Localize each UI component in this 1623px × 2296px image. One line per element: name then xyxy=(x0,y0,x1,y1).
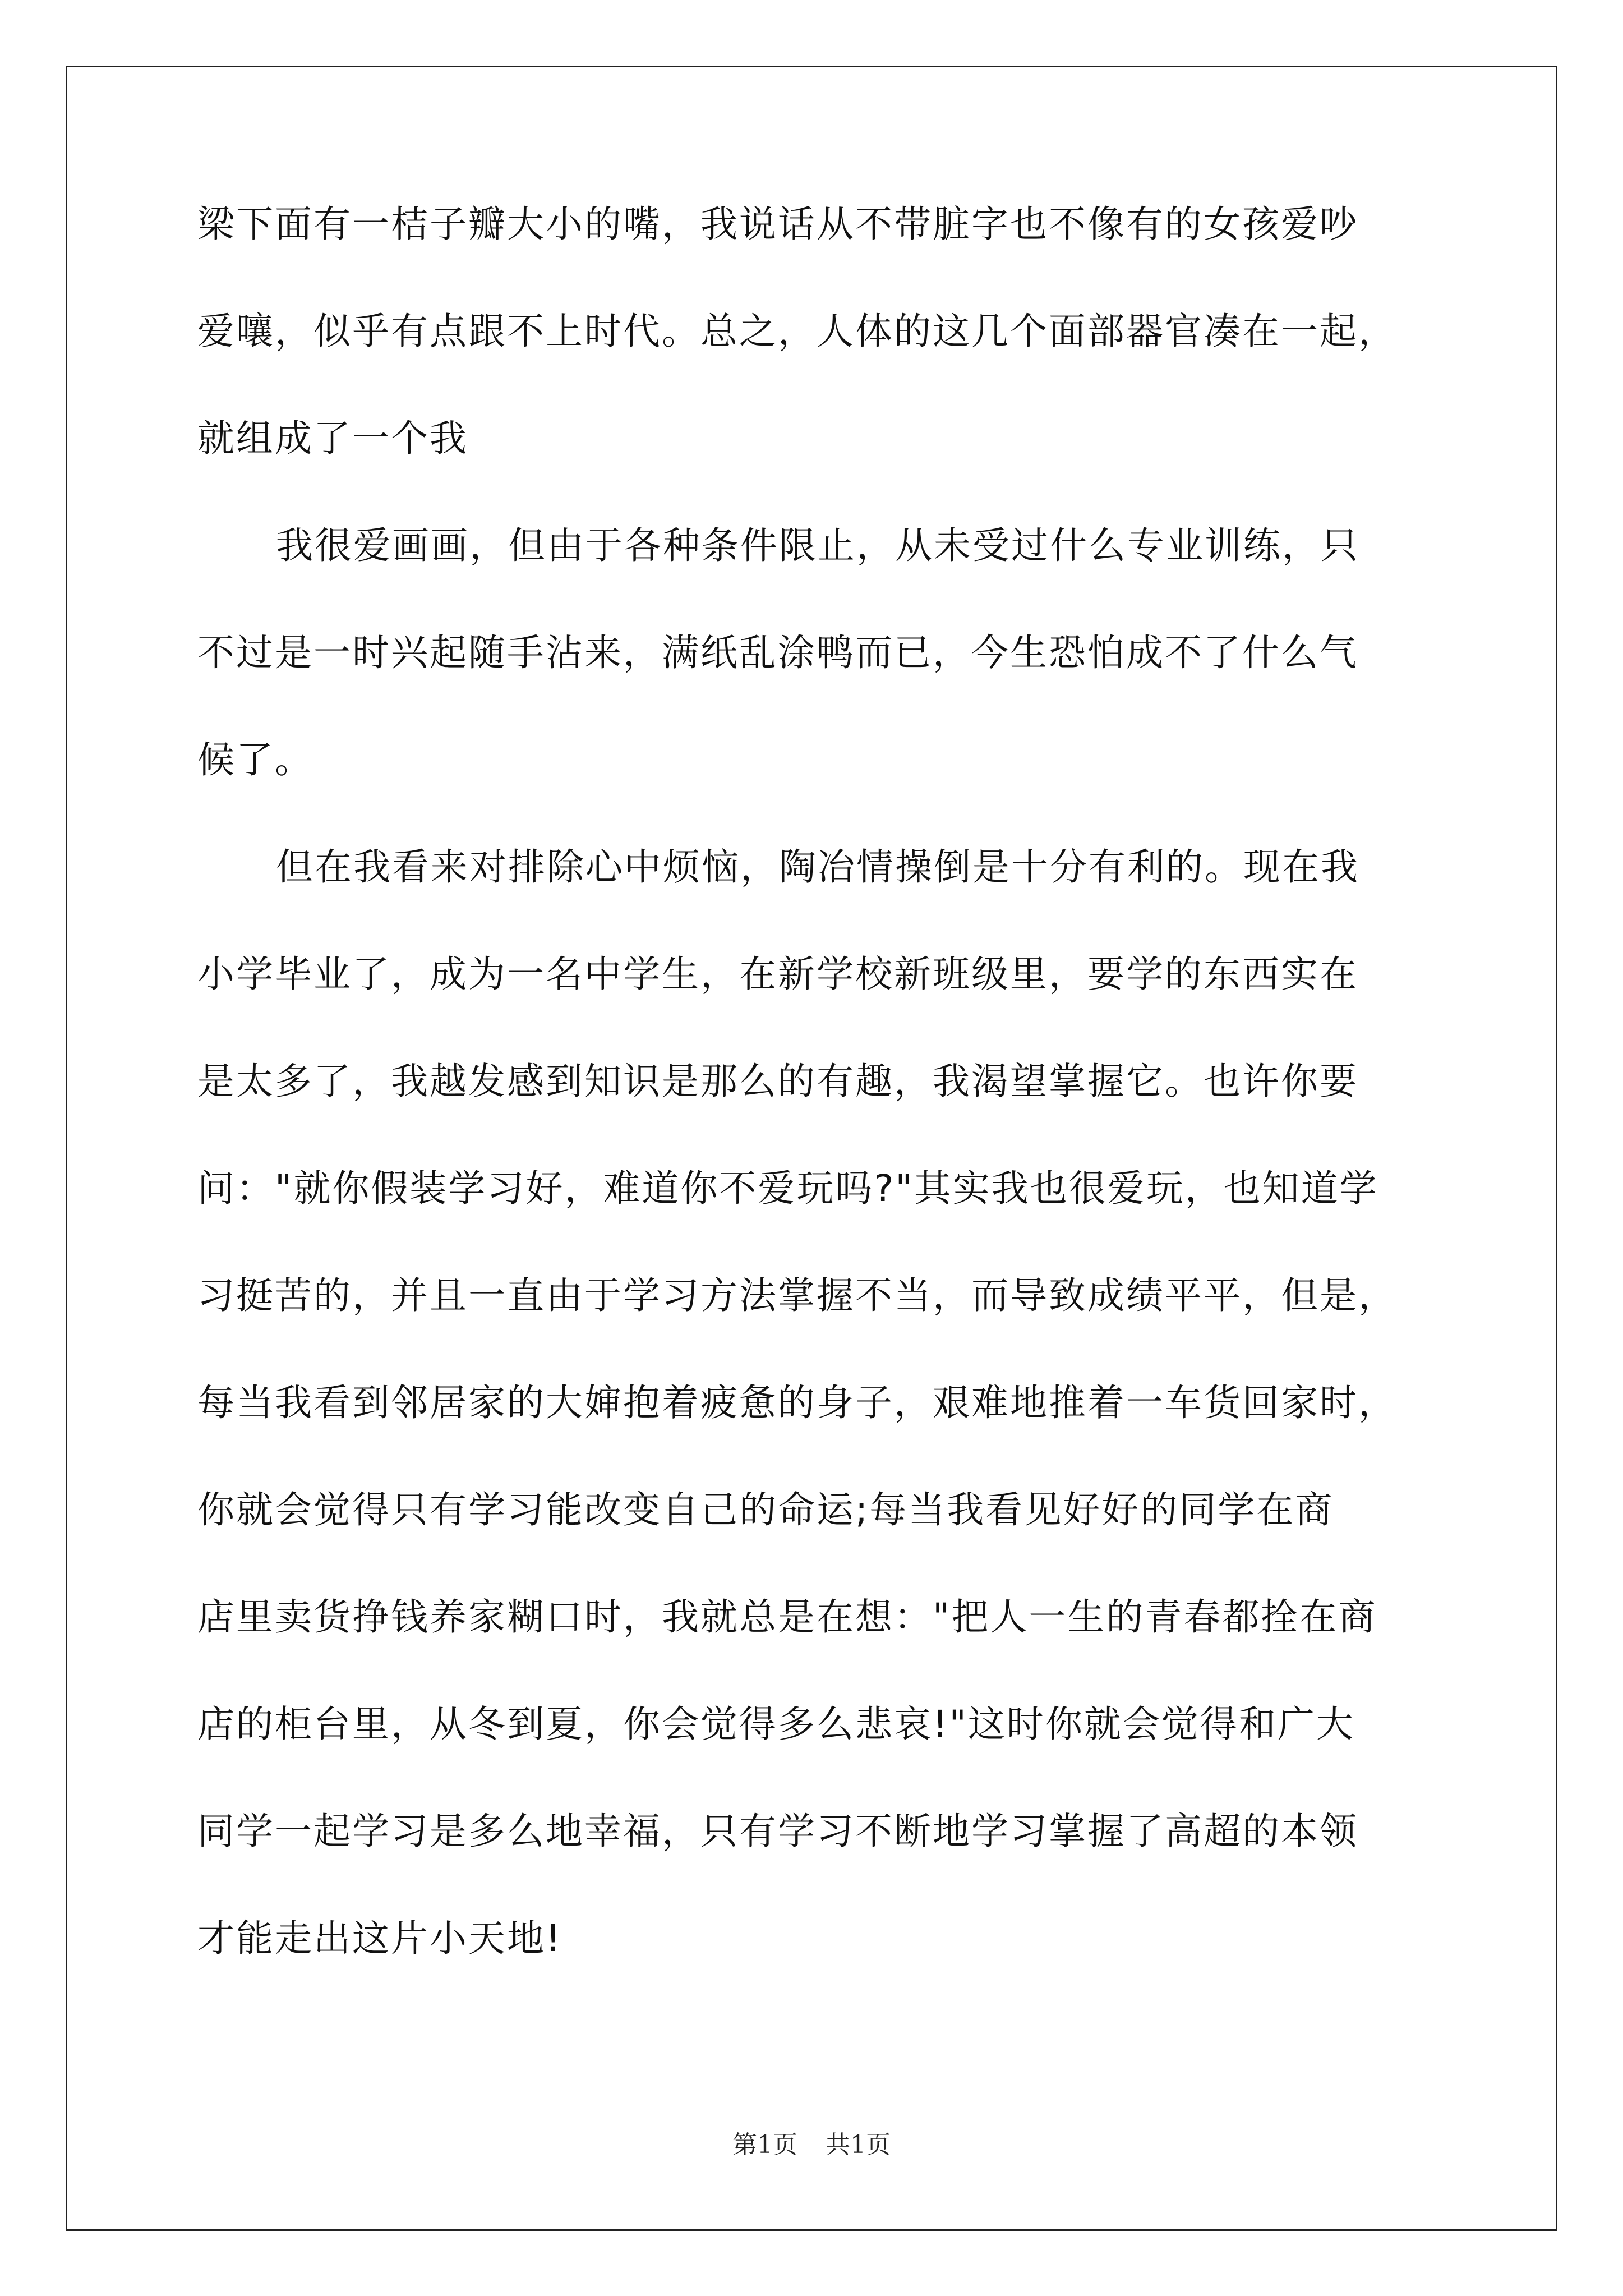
paragraph-line: 每当我看到邻居家的大婶抱着疲惫的身子，艰难地推着一车货回家时， xyxy=(197,1381,1397,1424)
document-body xyxy=(197,197,1458,2019)
paragraph-line: 候了。 xyxy=(197,738,313,781)
paragraph-line: 就组成了一个我 xyxy=(197,417,468,460)
paragraph-line: 但在我看来对排除心中烦恼，陶冶情操倒是十分有利的。现在我 xyxy=(276,845,1359,889)
paragraph-line: 店里卖货挣钱养家糊口时，我就总是在想："把人一生的青春都拴在商 xyxy=(197,1595,1377,1639)
paragraph-line: 才能走出这片小天地! xyxy=(197,1917,562,1960)
paragraph-line: 是太多了，我越发感到知识是那么的有趣，我渴望掌握它。也许你要 xyxy=(197,1060,1358,1103)
paragraph-line: 同学一起学习是多么地幸福，只有学习不断地学习掌握了高超的本领 xyxy=(197,1810,1358,1853)
paragraph-line: 不过是一时兴起随手沾来，满纸乱涂鸭而已，今生恐怕成不了什么气 xyxy=(197,631,1358,674)
paragraph-line: 梁下面有一桔子瓣大小的嘴，我说话从不带脏字也不像有的女孩爱吵 xyxy=(197,203,1358,246)
paragraph-line: 问："就你假装学习好，难道你不爱玩吗?"其实我也很爱玩，也知道学 xyxy=(197,1167,1378,1210)
paragraph-line: 爱嚷，似乎有点跟不上时代。总之，人体的这几个面部器官凑在一起， xyxy=(197,310,1397,353)
page-number: 第1页 xyxy=(732,2131,797,2159)
paragraph-line: 我很爱画画，但由于各种条件限止，从未受过什么专业训练，只 xyxy=(276,524,1359,567)
page-total: 共1页 xyxy=(826,2131,891,2159)
paragraph-line: 习挺苦的，并且一直由于学习方法掌握不当，而导致成绩平平，但是， xyxy=(197,1274,1397,1317)
paragraph-line: 店的柜台里，从冬到夏，你会觉得多么悲哀!"这时你就会觉得和广大 xyxy=(197,1703,1355,1746)
paragraph-line: 你就会觉得只有学习能改变自己的命运;每当我看见好好的同学在商 xyxy=(197,1488,1334,1531)
paragraph-line: 小学毕业了，成为一名中学生，在新学校新班级里，要学的东西实在 xyxy=(197,953,1358,996)
page-footer xyxy=(0,2128,1623,2162)
